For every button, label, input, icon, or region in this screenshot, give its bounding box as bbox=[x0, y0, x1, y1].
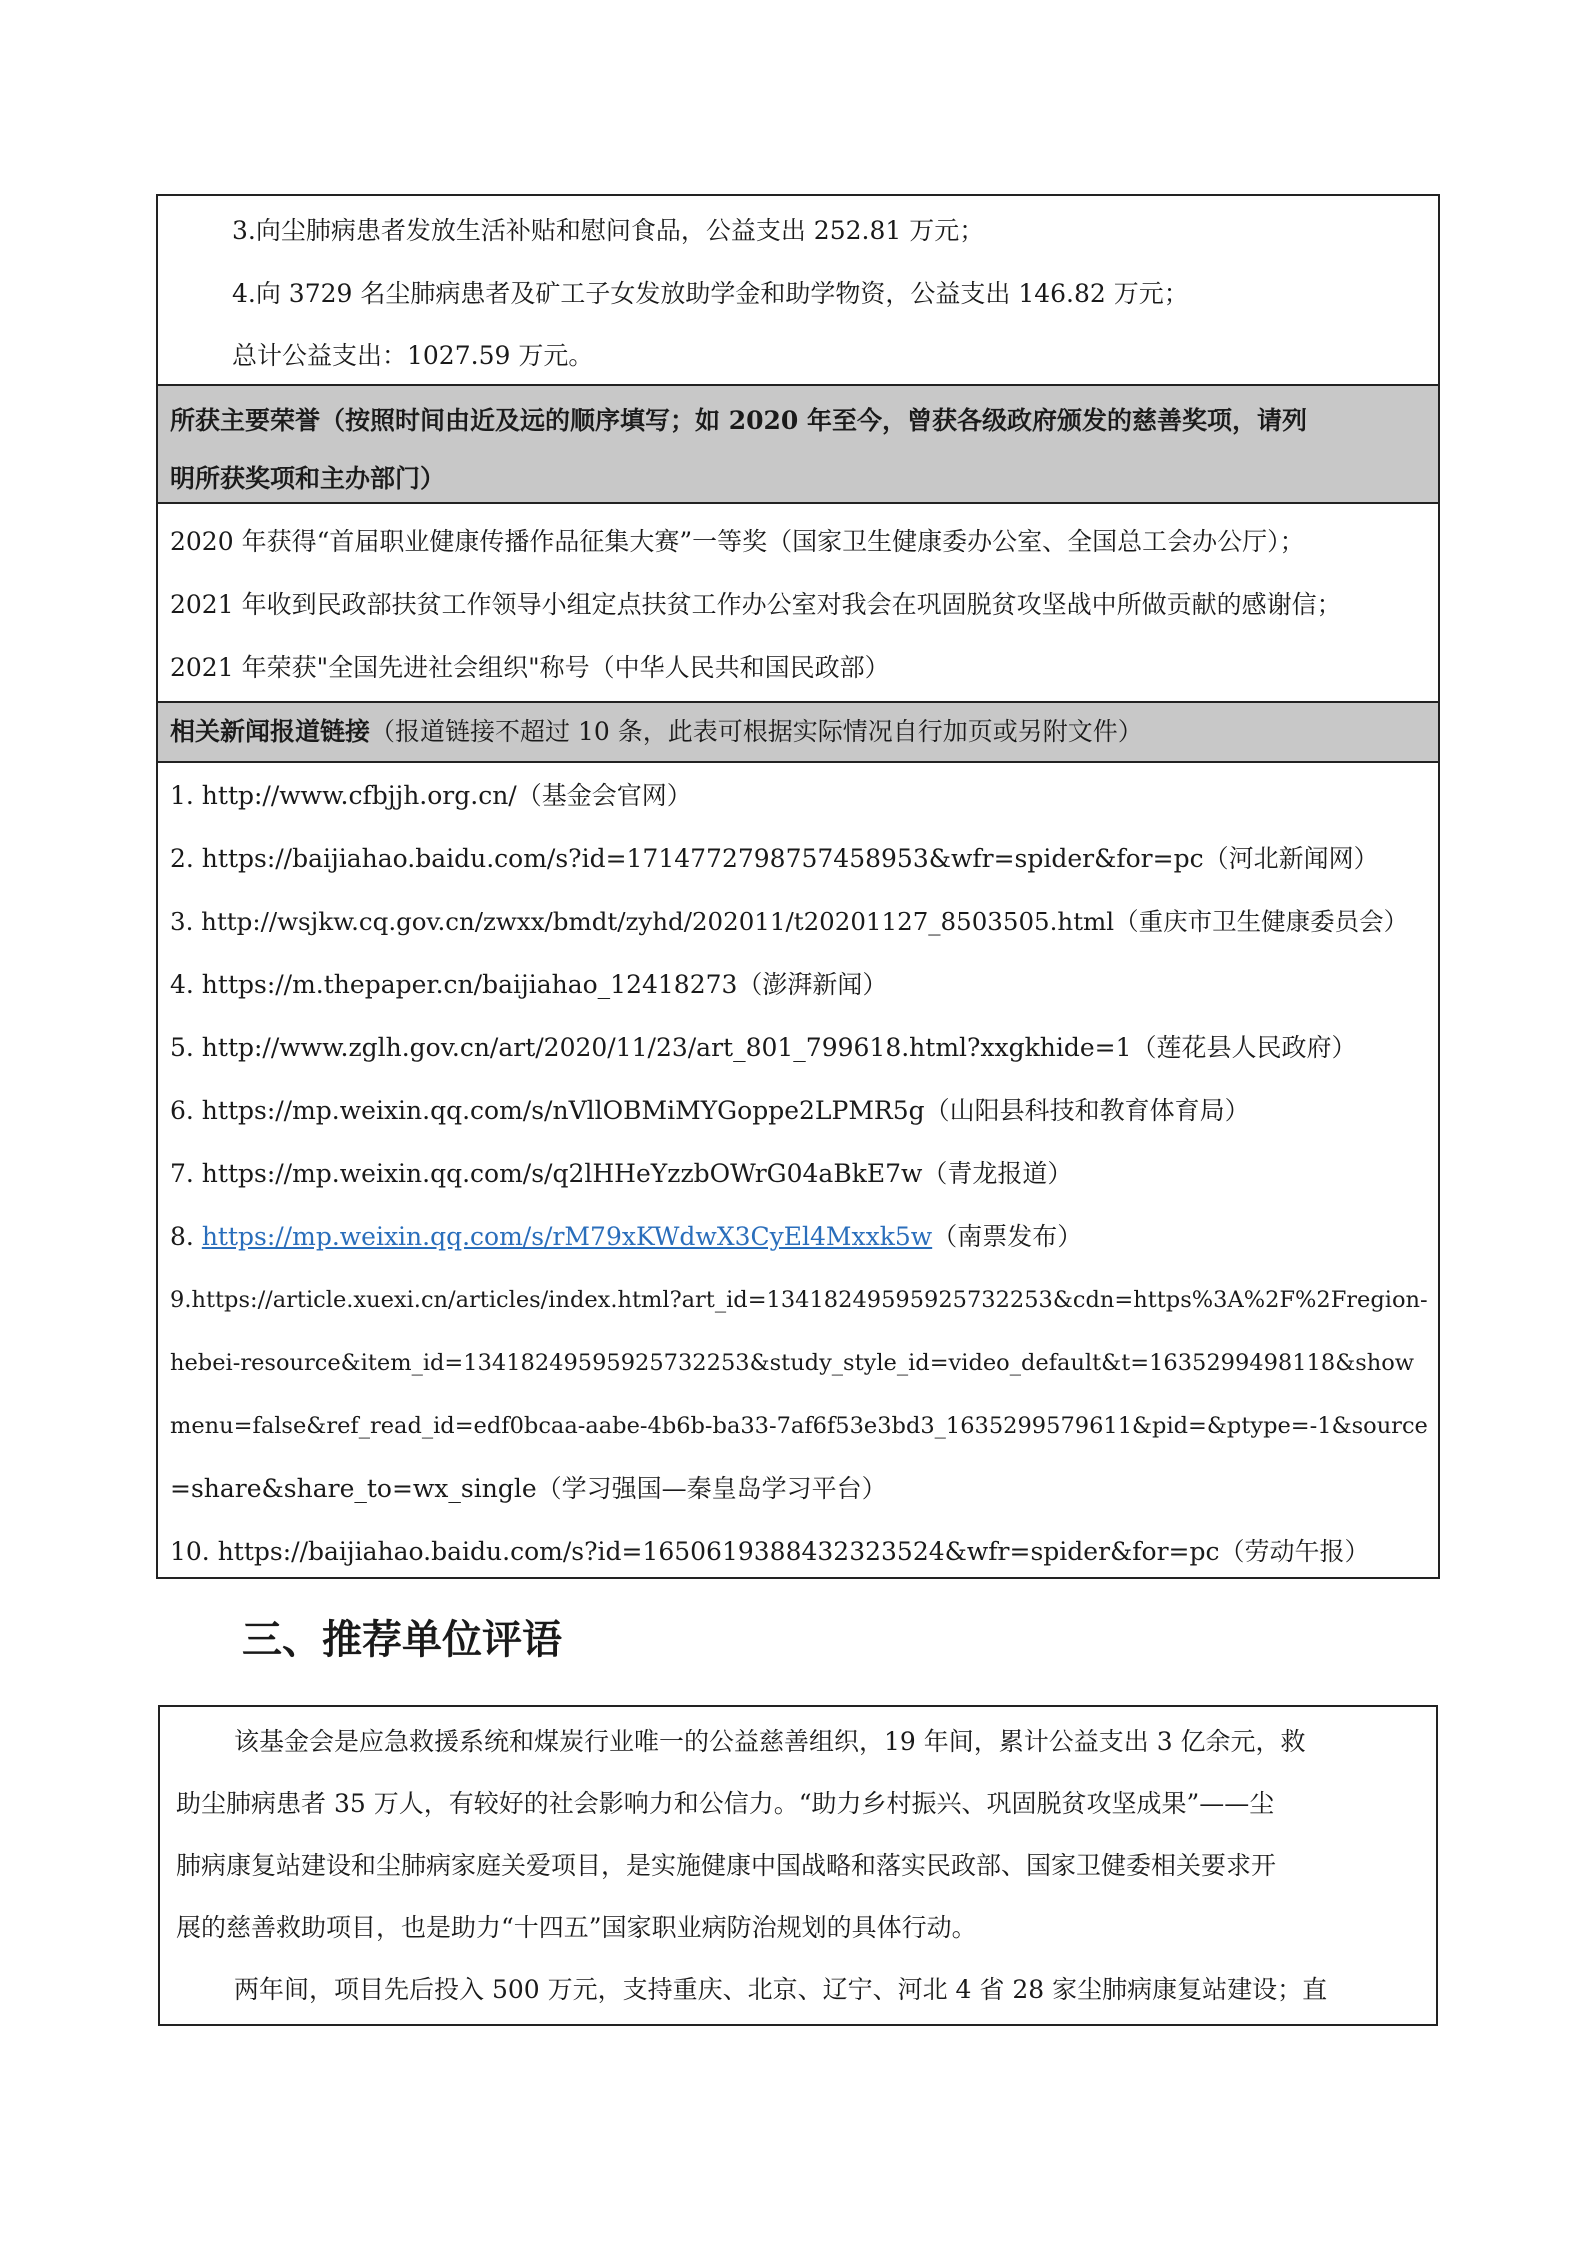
news-link-item: 2. https://baijiahao.baidu.com/s?id=1714772798757458953&wfr=spider&for=pc（河北新闻网） bbox=[170, 844, 1379, 873]
news-link-item: 3. http://wsjkw.cq.gov.cn/zwxx/bmdt/zyhd/202011/t20201127_8503505.html（重庆市卫生健康委员会） bbox=[170, 907, 1409, 936]
news-link-item: 7. https://mp.weixin.qq.com/s/q2lHHeYzzbOWrG04aBkE7w（青龙报道） bbox=[170, 1159, 1073, 1188]
news-link-item: 4. https://m.thepaper.cn/baijiahao_12418273（澎湃新闻） bbox=[170, 970, 888, 999]
news-item9-line: =share&share_to=wx_single（学习强国—秦皇岛学习平台） bbox=[170, 1474, 887, 1503]
comment-line: 肺病康复站建设和尘肺病家庭关爱项目，是实施健康中国战略和落实民政部、国家卫健委相关要求开 bbox=[176, 1851, 1277, 1880]
news-item9-line: 9.https://article.xuexi.cn/articles/index.html?art_id=13418249595925732253&cdn=https%3A%2F%2Fregion- bbox=[170, 1287, 1428, 1313]
news-link-item: 6. https://mp.weixin.qq.com/s/nVllOBMiMYGoppe2LPMR5g（山阳县科技和教育体育局） bbox=[170, 1096, 1250, 1125]
comment-line: 展的慈善救助项目，也是助力“十四五”国家职业病防治规划的具体行动。 bbox=[176, 1913, 977, 1942]
honors-header-line2: 明所获奖项和主办部门） bbox=[170, 464, 446, 493]
honor-item: 2020 年获得“首届职业健康传播作品征集大赛”一等奖（国家卫生健康委办公室、全国总工会办公厅）； bbox=[170, 527, 1305, 556]
news-item8-prefix: 8. bbox=[170, 1222, 202, 1251]
honor-item: 2021 年荣获"全国先进社会组织"称号（中华人民共和国民政部） bbox=[170, 653, 890, 682]
comment-line: 助尘肺病患者 35 万人，有较好的社会影响力和公信力。“助力乡村振兴、巩固脱贫攻坚成果”——尘 bbox=[176, 1789, 1275, 1818]
news-item9-line: hebei-resource&item_id=13418249595925732253&study_style_id=video_default&t=1635299498118&show bbox=[170, 1350, 1415, 1376]
news-item8-suffix: （南票发布） bbox=[932, 1222, 1083, 1251]
recommendation-comment-box bbox=[158, 1705, 1438, 2026]
honors-header-band bbox=[158, 384, 1438, 504]
news-link-item-10: 10. https://baijiahao.baidu.com/s?id=1650619388432323524&wfr=spider&for=pc（劳动午报） bbox=[170, 1537, 1370, 1566]
comment-line: 该基金会是应急救援系统和煤炭行业唯一的公益慈善组织，19 年间，累计公益支出 3 亿余元，救 bbox=[234, 1727, 1306, 1756]
recommendation-form-table bbox=[156, 194, 1440, 1579]
expense-item-4: 4.向 3729 名尘肺病患者及矿工子女发放助学金和助学物资，公益支出 146.82 万元； bbox=[232, 279, 1189, 308]
expense-total: 总计公益支出：1027.59 万元。 bbox=[232, 341, 594, 370]
news-header bbox=[170, 717, 1428, 747]
news-item9-line: menu=false&ref_read_id=edf0bcaa-aabe-4b6b-ba33-7af6f53e3bd3_1635299579611&pid=&ptype=-1&source bbox=[170, 1413, 1428, 1439]
news-link-item: 5. http://www.zglh.gov.cn/art/2020/11/23/art_801_799618.html?xxgkhide=1（莲花县人民政府） bbox=[170, 1033, 1357, 1062]
honors-header-line1: 所获主要荣誉（按照时间由近及远的顺序填写；如 2020 年至今，曾获各级政府颁发的慈善奖项，请列 bbox=[170, 406, 1307, 435]
news-header-band bbox=[158, 701, 1438, 763]
comment-line: 两年间，项目先后投入 500 万元，支持重庆、北京、辽宁、河北 4 省 28 家尘肺病康复站建设；直 bbox=[234, 1975, 1328, 2004]
news-item8-hyperlink[interactable]: https://mp.weixin.qq.com/s/rM79xKWdwX3CyEl4Mxxk5w bbox=[201, 1222, 933, 1251]
news-header-note: （报道链接不超过 10 条，此表可根据实际情况自行加页或另附文件） bbox=[370, 717, 1143, 746]
honor-item: 2021 年收到民政部扶贫工作领导小组定点扶贫工作办公室对我会在巩固脱贫攻坚战中所做贡献的感谢信； bbox=[170, 590, 1342, 619]
news-link-item: 1. http://www.cfbjjh.org.cn/（基金会官网） bbox=[170, 781, 692, 810]
news-header-title: 相关新闻报道链接 bbox=[170, 717, 371, 746]
news-link-item-8 bbox=[170, 1222, 1428, 1252]
expense-item-3: 3.向尘肺病患者发放生活补贴和慰问食品，公益支出 252.81 万元； bbox=[232, 216, 985, 245]
section-heading-recommendation: 三、推荐单位评语 bbox=[242, 1617, 562, 1663]
